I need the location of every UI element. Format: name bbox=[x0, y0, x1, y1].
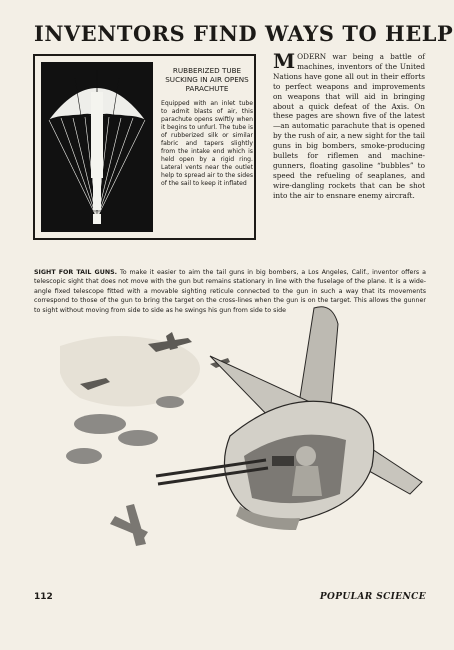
page-number: 112 bbox=[34, 592, 53, 602]
tail-sight-text: To make it easier to aim the tail guns in big bombers, a Los Angeles, Calif., inventor offers a telescopic sight that does not move with the gun but remains stationary in line with the fuselage of the plane. It is a wide-angle fixed telescope fitted with a movable sighting reticule connected to the gun in such a way that its movements correspond to those of the gun to bring the target on the cross-lines when the gun is on the target. This allows the gunner to sight without moving from side to side as he swings his gun from side to side bbox=[34, 269, 426, 314]
lead-paragraph bbox=[273, 49, 425, 201]
drop-cap: M bbox=[273, 49, 296, 73]
tail-sight-lead-in: SIGHT FOR TAIL GUNS. bbox=[34, 269, 118, 276]
parachute-illustration bbox=[41, 62, 153, 232]
lead-text: ODERN war being a battle of machines, inventors of the United Nations have gone all out in their efforts to perfect weapons and improvements on weapons that will aid in bringing about a quick defeat of the Axis. On these pages are shown five of the latest—an automatic parachute that is opened by the rush of air, a new sight for the tail guns in big bombers, smoke-producing bullets for riflemen and machine-gunners, floating gasoline “bubbles” to speed the refueling of seaplanes, and wire-dangling rockets that can be shot into the air to ensnare enemy aircraft. bbox=[273, 52, 425, 200]
magazine-name: POPULAR SCIENCE bbox=[319, 592, 426, 602]
tail-gunner-illustration bbox=[60, 306, 430, 580]
parachute-inset-box bbox=[33, 54, 256, 240]
parachute-caption-body: Equipped with an inlet tube to admit blasts of air, this parachute opens swiftly when it begins to unfurl. The tube is of rubberized silk or similar fabric and tapers slightly from the intake end which is held open by a rigid ring. Lateral vents near the outlet help to spread air to the sides of the sail to keep it inflated bbox=[161, 100, 253, 187]
parachute-caption-title: RUBBERIZED TUBE SUCKING IN AIR OPENS PARACHUTE bbox=[165, 66, 249, 94]
page-headline: INVENTORS FIND WAYS TO HELP bbox=[34, 22, 454, 47]
